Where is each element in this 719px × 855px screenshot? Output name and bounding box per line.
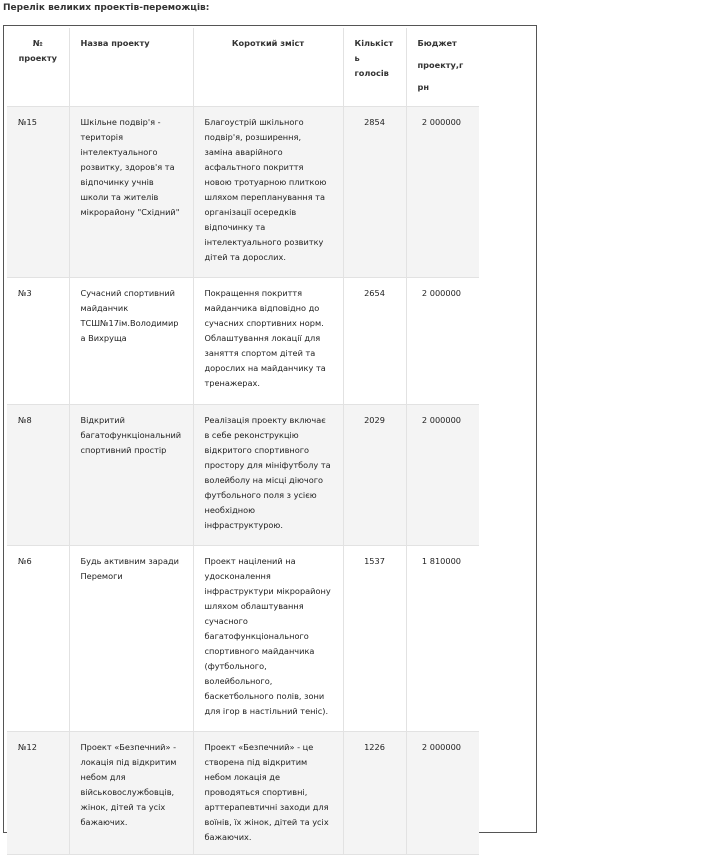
cell-votes: 1537 (343, 546, 406, 732)
cell-budget: 1 810000 (406, 546, 479, 732)
page-caption: Перелік великих проектів-переможців: (3, 3, 210, 13)
cell-name: Проект «Безпечний» - локація під відкритим небом для військовослужбовців, жінок, дітей та усіх бажаючих. (69, 732, 193, 855)
cell-number: №15 (7, 107, 69, 278)
cell-number: №3 (7, 278, 69, 405)
header-name: Назва проекту (69, 28, 193, 107)
cell-summary: Проект «Безпечний» - це створена під відкритим небом локація де проводяться спортивні, арттерапевтичні заходи для воїнів, їх жінок, дітей та усіх бажаючих. (193, 732, 343, 855)
table-row (7, 405, 479, 546)
projects-table-frame (3, 25, 537, 842)
cell-name: Сучасний спортивний майданчик ТСШ№17ім.Володимира Вихруща (69, 278, 193, 405)
cell-budget: 2 000000 (406, 107, 479, 278)
table-row (7, 107, 479, 278)
cell-summary: Проект націлений на удосконалення інфраструктури мікрорайону шляхом облаштування сучасного багатофункціонального спортивного майданчика (футбольного, волейбольного, баскетбольного полів, зони для ігор в настільний теніс). (193, 546, 343, 732)
table-header-row (7, 28, 479, 107)
cell-number: №12 (7, 732, 69, 855)
cell-name: Будь активним заради Перемоги (69, 546, 193, 732)
cell-name: Відкритий багатофункціональний спортивний простір (69, 405, 193, 546)
cell-name: Шкільне подвір'я - територія інтелектуального розвитку, здоров'я та відпочинку учнів школи та жителів мікрорайону "Східний" (69, 107, 193, 278)
cell-budget: 2 000000 (406, 278, 479, 405)
header-summary: Короткий зміст (193, 28, 343, 107)
cell-summary: Благоустрій шкільного подвір'я, розширення, заміна аварійного асфальтного покриття новою тротуарною плиткою шляхом перепланування та організації осередків відпочинку та інтелектуального розвитку дітей та дорослих. (193, 107, 343, 278)
cell-votes: 2854 (343, 107, 406, 278)
cell-number: №8 (7, 405, 69, 546)
cell-summary: Реалізація проекту включає в себе реконструкцію відкритого спортивного простору для мініфутболу та волейболу на місці діючого футбольного поля з усією необхідною інфраструктурою. (193, 405, 343, 546)
cell-votes: 2029 (343, 405, 406, 546)
cell-summary: Покращення покриття майданчика відповідно до сучасних спортивних норм. Облаштування локації для заняття спортом дітей та дорослих на майданчику та тренажерах. (193, 278, 343, 405)
header-votes: Кількість голосів (343, 28, 406, 107)
cell-votes: 1226 (343, 732, 406, 855)
table-row (7, 278, 479, 405)
header-number: № проекту (7, 28, 69, 107)
projects-table (7, 28, 479, 855)
header-budget: Бюджет проекту,грн (406, 28, 479, 107)
table-row (7, 546, 479, 732)
cell-budget: 2 000000 (406, 732, 479, 855)
cell-number: №6 (7, 546, 69, 732)
cell-votes: 2654 (343, 278, 406, 405)
cell-budget: 2 000000 (406, 405, 479, 546)
table-row (7, 732, 479, 855)
